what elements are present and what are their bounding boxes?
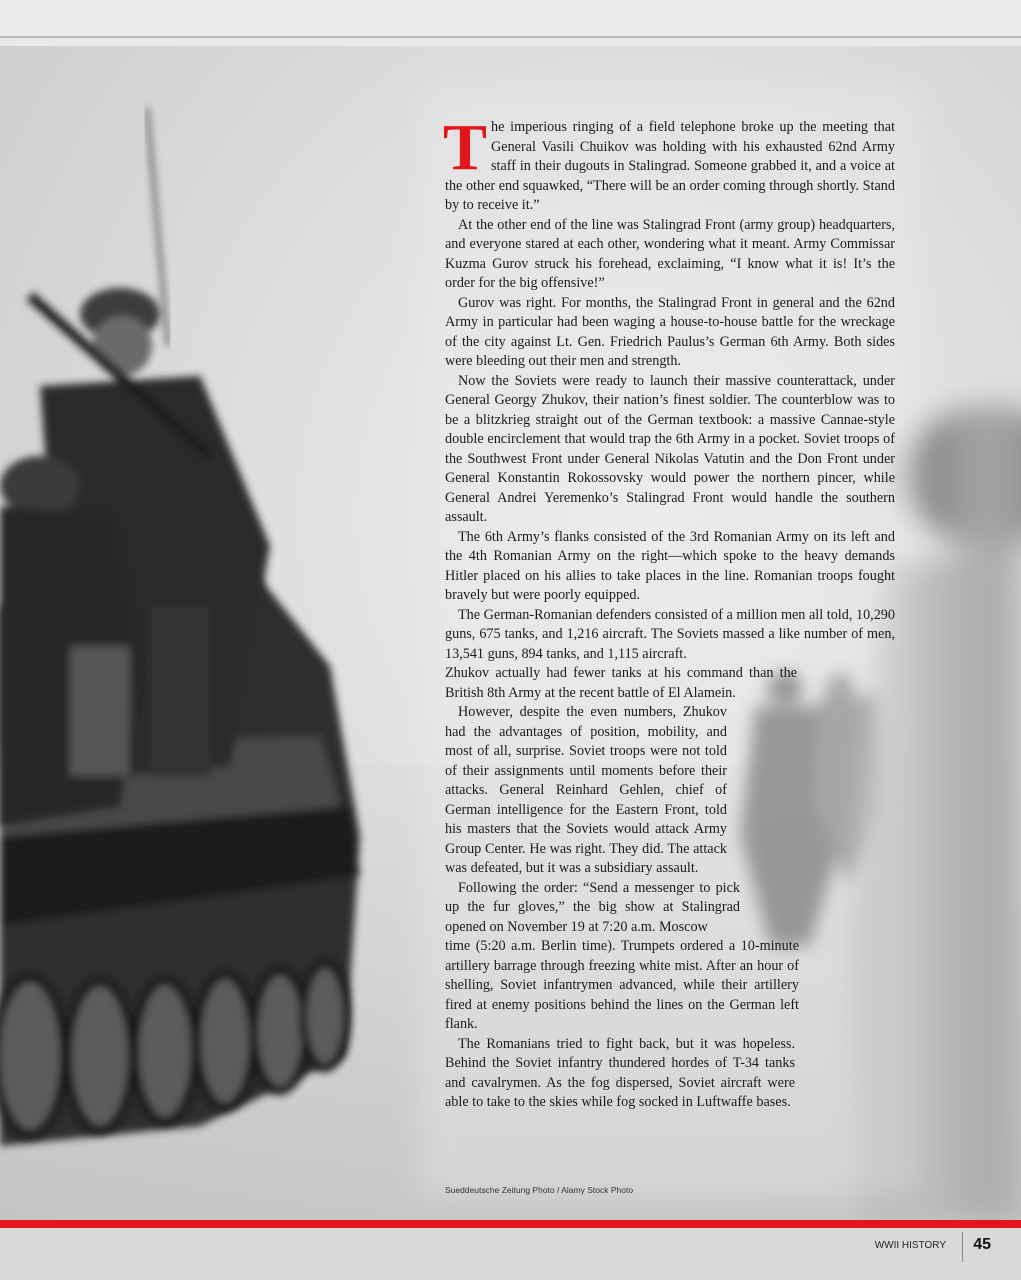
paragraph-5: The 6th Army’s flanks consisted of the 3rd Romanian Army on its left and the 4th Romanian Army on the right—which spoke to the heavy demands Hitler placed on his allies to take places in the line. Romanian troops fought bravely but were poorly equipped. bbox=[445, 528, 895, 603]
drop-cap: T bbox=[443, 111, 488, 184]
paragraph-2: At the other end of the line was Stalingrad Front (army group) headquarters, and everyone stared at each other, wondering what it meant. Army Commissar Kuzma Gurov struck his forehead, exclaiming, “I know what it is! It’s the order for the big offensive!” bbox=[445, 216, 895, 291]
paragraph-7: However, despite the even numbers, Zhukov had the advantages of position, mobility, and most of all, surprise. Soviet troops were not told of their assignments until moments before their attacks. General Reinhard Gehlen, chief of German intelligence for the Eastern Front, told his masters that the Soviets would attack Army Group Center. He was right. They did. The attack was defeated, but it was a subsidiary assault. bbox=[445, 704, 727, 876]
red-rule bbox=[0, 1220, 1021, 1228]
paragraph-9: The Romanians tried to fight back, but it was hopeless. Behind the Soviet infantry thundered hordes of T-34 tanks and cavalrymen. As the fog dispersed, Soviet aircraft were able to take to the skies while fog socked in Luftwaffe bases. bbox=[445, 1035, 795, 1110]
paragraph-1 bbox=[443, 111, 895, 216]
page-number: 45 bbox=[973, 1236, 991, 1253]
article-body bbox=[443, 111, 895, 1113]
top-margin bbox=[0, 0, 1021, 36]
paragraph-6-cont: Zhukov actually had fewer tanks at his command than the British 8th Army at the recent battle of El Alamein. bbox=[445, 665, 797, 701]
paragraph-6: The German-Romanian defenders consisted of a million men all told, 10,290 guns, 675 tanks, and 1,216 aircraft. The Soviets massed a like number of men, 13,541 guns, 894 tanks, and 1,115 aircraft. bbox=[445, 606, 895, 662]
top-rule bbox=[0, 36, 1021, 38]
running-head: WWII HISTORY bbox=[874, 1240, 946, 1251]
paragraph-8-cont: time (5:20 a.m. Berlin time). Trumpets ordered a 10-minute artillery barrage through freezing white mist. After an hour of shelling, Soviet infantrymen advanced, while their artillery fired at enemy positions behind the lines on the German left flank. bbox=[445, 938, 799, 1032]
footer bbox=[0, 1228, 1021, 1280]
paragraph-4: Now the Soviets were ready to launch their massive counterattack, under General Georgy Zhukov, their nation’s finest soldier. The counterblow was to be a blitzkrieg straight out of the German textbook: a massive Cannae-style double encirclement that would trap the 6th Army in a pocket. Soviet troops of the Southwest Front under General Nikolas Vatutin and the Don Front under General Konstantin Rokossovsky would power the northern pincer, while General Andrei Yeremenko’s Stalingrad Front would handle the southern assault. bbox=[445, 372, 895, 525]
footer-divider bbox=[962, 1232, 963, 1262]
paragraph-1-text: he imperious ringing of a field telephone broke up the meeting that General Vasili Chuikov was holding with his exhausted 62nd Army staff in their dugouts in Stalingrad. Someone grabbed it, and a voice at the other end squawked, “There will be an order coming through shortly. Stand by to receive it.” bbox=[445, 119, 895, 213]
paragraph-8: Following the order: “Send a messenger to pick up the fur gloves,” the big show at Stalingrad opened on November 19 at 7:20 a.m. Moscow bbox=[445, 879, 740, 935]
photo-credit: Sueddeutsche Zeitung Photo / Alamy Stock Photo bbox=[445, 1185, 634, 1195]
paragraph-3: Gurov was right. For months, the Stalingrad Front in general and the 62nd Army in particular had been waging a house-to-house battle for the wreckage of the city against Lt. Gen. Friedrich Paulus’s German 6th Army. Both sides were bleeding out their men and strength. bbox=[445, 294, 895, 369]
